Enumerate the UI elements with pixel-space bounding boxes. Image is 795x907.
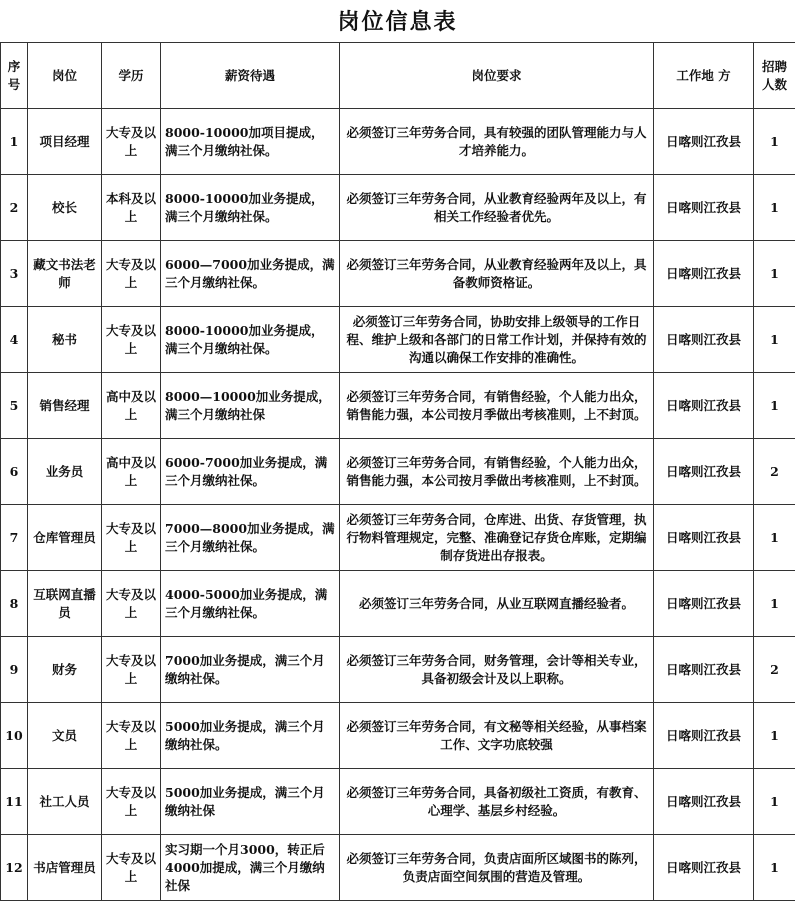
header-position: 岗位 <box>28 43 102 109</box>
header-count: 招聘 人数 <box>754 43 795 109</box>
cell-location: 日喀则江孜县 <box>654 637 754 703</box>
cell-requirements: 必须签订三年劳务合同，有文秘等相关经验，从事档案工作、文字功底较强 <box>340 703 654 769</box>
cell-salary: 7000—8000加业务提成，满三个月缴纳社保。 <box>161 505 340 571</box>
table-row <box>1 505 795 571</box>
cell-salary: 6000—7000加业务提成，满三个月缴纳社保。 <box>161 241 340 307</box>
cell-count: 2 <box>754 637 795 703</box>
cell-education: 大专及以上 <box>102 637 161 703</box>
page-title: 岗位信息表 <box>337 9 458 35</box>
table-row <box>1 571 795 637</box>
cell-salary: 8000-10000加项目提成，满三个月缴纳社保。 <box>161 109 340 175</box>
cell-seq: 4 <box>1 307 28 373</box>
cell-count: 1 <box>754 505 795 571</box>
cell-count: 1 <box>754 241 795 307</box>
cell-count: 1 <box>754 703 795 769</box>
cell-salary: 实习期一个月3000，转正后4000加提成，满三个月缴纳社保 <box>161 835 340 901</box>
cell-location: 日喀则江孜县 <box>654 109 754 175</box>
cell-education: 大专及以上 <box>102 241 161 307</box>
cell-position: 业务员 <box>28 439 102 505</box>
cell-salary: 8000—10000加业务提成，满三个月缴纳社保 <box>161 373 340 439</box>
table-row <box>1 175 795 241</box>
cell-requirements: 必须签订三年劳务合同，财务管理，会计等相关专业，具备初级会计及以上职称。 <box>340 637 654 703</box>
cell-location: 日喀则江孜县 <box>654 439 754 505</box>
cell-seq: 9 <box>1 637 28 703</box>
cell-requirements: 必须签订三年劳务合同，协助安排上级领导的工作日程、维护上级和各部门的日常工作计划，并保持有效的沟通以确保工作安排的准确性。 <box>340 307 654 373</box>
cell-salary: 5000加业务提成，满三个月缴纳社保。 <box>161 703 340 769</box>
cell-position: 仓库管理员 <box>28 505 102 571</box>
cell-education: 大专及以上 <box>102 307 161 373</box>
cell-location: 日喀则江孜县 <box>654 175 754 241</box>
table-row <box>1 373 795 439</box>
cell-count: 1 <box>754 769 795 835</box>
cell-education: 大专及以上 <box>102 505 161 571</box>
cell-seq: 11 <box>1 769 28 835</box>
cell-education: 大专及以上 <box>102 109 161 175</box>
header-salary: 薪资待遇 <box>161 43 340 109</box>
cell-education: 高中及以上 <box>102 373 161 439</box>
cell-count: 1 <box>754 175 795 241</box>
cell-location: 日喀则江孜县 <box>654 307 754 373</box>
table-row <box>1 109 795 175</box>
table-row <box>1 769 795 835</box>
cell-location: 日喀则江孜县 <box>654 241 754 307</box>
cell-location: 日喀则江孜县 <box>654 373 754 439</box>
cell-location: 日喀则江孜县 <box>654 571 754 637</box>
job-table <box>0 42 795 901</box>
cell-requirements: 必须签订三年劳务合同，具有较强的团队管理能力与人才培养能力。 <box>340 109 654 175</box>
table-row <box>1 835 795 901</box>
cell-salary: 4000-5000加业务提成，满三个月缴纳社保。 <box>161 571 340 637</box>
cell-education: 大专及以上 <box>102 835 161 901</box>
cell-salary: 7000加业务提成，满三个月缴纳社保。 <box>161 637 340 703</box>
header-requirements: 岗位要求 <box>340 43 654 109</box>
cell-position: 项目经理 <box>28 109 102 175</box>
table-row <box>1 637 795 703</box>
header-education: 学历 <box>102 43 161 109</box>
cell-seq: 1 <box>1 109 28 175</box>
header-seq: 序 号 <box>1 43 28 109</box>
cell-education: 大专及以上 <box>102 571 161 637</box>
table-row <box>1 439 795 505</box>
cell-location: 日喀则江孜县 <box>654 769 754 835</box>
cell-seq: 12 <box>1 835 28 901</box>
cell-requirements: 必须签订三年劳务合同，从业教育经验两年及以上，有相关工作经验者优先。 <box>340 175 654 241</box>
table-row <box>1 703 795 769</box>
cell-seq: 7 <box>1 505 28 571</box>
cell-requirements: 必须签订三年劳务合同，从业互联网直播经验者。 <box>340 571 654 637</box>
cell-count: 1 <box>754 571 795 637</box>
cell-requirements: 必须签订三年劳务合同，有销售经验，个人能力出众，销售能力强，本公司按月季做出考核准则，上不封顶。 <box>340 373 654 439</box>
table-row <box>1 241 795 307</box>
cell-position: 销售经理 <box>28 373 102 439</box>
cell-location: 日喀则江孜县 <box>654 835 754 901</box>
cell-count: 1 <box>754 373 795 439</box>
cell-education: 大专及以上 <box>102 703 161 769</box>
cell-education: 高中及以上 <box>102 439 161 505</box>
cell-seq: 8 <box>1 571 28 637</box>
cell-count: 2 <box>754 439 795 505</box>
cell-location: 日喀则江孜县 <box>654 505 754 571</box>
cell-education: 大专及以上 <box>102 769 161 835</box>
cell-position: 互联网直播员 <box>28 571 102 637</box>
cell-position: 社工人员 <box>28 769 102 835</box>
cell-seq: 3 <box>1 241 28 307</box>
table-row <box>1 307 795 373</box>
cell-seq: 10 <box>1 703 28 769</box>
cell-requirements: 必须签订三年劳务合同，仓库进、出货、存货管理，执行物料管理规定，完整、准确登记存货仓库账，定期编制存货进出存报表。 <box>340 505 654 571</box>
cell-seq: 2 <box>1 175 28 241</box>
header-location: 工作地 方 <box>654 43 754 109</box>
cell-requirements: 必须签订三年劳务合同，有销售经验，个人能力出众，销售能力强，本公司按月季做出考核准则，上不封顶。 <box>340 439 654 505</box>
cell-salary: 5000加业务提成，满三个月缴纳社保 <box>161 769 340 835</box>
cell-requirements: 必须签订三年劳务合同，负责店面所区域图书的陈列，负责店面空间氛围的营造及管理。 <box>340 835 654 901</box>
cell-position: 财务 <box>28 637 102 703</box>
cell-salary: 6000-7000加业务提成，满三个月缴纳社保。 <box>161 439 340 505</box>
cell-seq: 6 <box>1 439 28 505</box>
cell-position: 藏文书法老师 <box>28 241 102 307</box>
header-row <box>1 43 795 109</box>
cell-salary: 8000-10000加业务提成，满三个月缴纳社保。 <box>161 175 340 241</box>
cell-education: 本科及以上 <box>102 175 161 241</box>
cell-count: 1 <box>754 835 795 901</box>
cell-count: 1 <box>754 109 795 175</box>
cell-position: 文员 <box>28 703 102 769</box>
cell-position: 校长 <box>28 175 102 241</box>
cell-salary: 8000-10000加业务提成，满三个月缴纳社保。 <box>161 307 340 373</box>
cell-requirements: 必须签订三年劳务合同，具备初级社工资质，有教育、心理学、基层乡村经验。 <box>340 769 654 835</box>
cell-location: 日喀则江孜县 <box>654 703 754 769</box>
cell-position: 书店管理员 <box>28 835 102 901</box>
cell-position: 秘书 <box>28 307 102 373</box>
cell-count: 1 <box>754 307 795 373</box>
cell-requirements: 必须签订三年劳务合同，从业教育经验两年及以上，具备教师资格证。 <box>340 241 654 307</box>
cell-seq: 5 <box>1 373 28 439</box>
